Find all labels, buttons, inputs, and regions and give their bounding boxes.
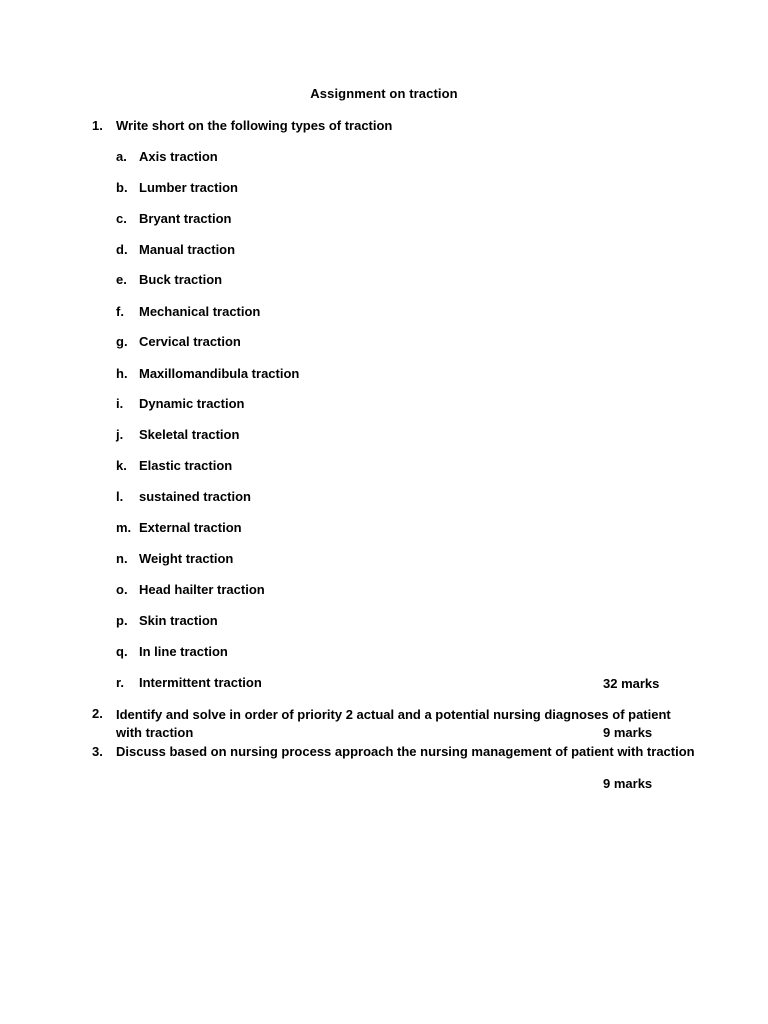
list-item-label: Axis traction bbox=[139, 149, 218, 164]
list-item-letter: q. bbox=[116, 644, 128, 659]
list-item-label: sustained traction bbox=[139, 489, 251, 504]
list-item-letter: l. bbox=[116, 489, 124, 504]
list-item-letter: f. bbox=[116, 304, 124, 319]
question-3-marks: 9 marks bbox=[603, 776, 653, 791]
question-2-number: 2. bbox=[92, 706, 103, 721]
list-item-letter: a. bbox=[116, 149, 127, 164]
list-item-label: Cervical traction bbox=[139, 334, 241, 349]
list-item-letter: j. bbox=[116, 427, 124, 442]
list-item-letter: c. bbox=[116, 211, 127, 226]
list-item-letter: o. bbox=[116, 582, 128, 597]
list-item-letter: g. bbox=[116, 334, 128, 349]
list-item-letter: m. bbox=[116, 520, 132, 535]
list-item-label: Mechanical traction bbox=[139, 304, 261, 319]
question-1-marks: 32 marks bbox=[603, 676, 660, 691]
list-item-label: Manual traction bbox=[139, 242, 236, 257]
list-item-label: Dynamic traction bbox=[139, 396, 245, 411]
list-item-letter: k. bbox=[116, 458, 127, 473]
list-item-letter: r. bbox=[116, 675, 124, 690]
list-item-letter: h. bbox=[116, 366, 128, 381]
question-1-text: Write short on the following types of traction bbox=[116, 118, 393, 133]
question-2-text: Identify and solve in order of priority 2 actual and a potential nursing diagnoses of patient with traction bbox=[116, 707, 671, 740]
list-item-label: External traction bbox=[139, 520, 242, 535]
list-item-letter: n. bbox=[116, 551, 128, 566]
list-item-label: Skin traction bbox=[139, 613, 218, 628]
list-item-label: Bryant traction bbox=[139, 211, 232, 226]
list-item-label: Buck traction bbox=[139, 272, 223, 287]
list-item-letter: p. bbox=[116, 613, 128, 628]
list-item-label: Skeletal traction bbox=[139, 427, 240, 442]
list-item-letter: i. bbox=[116, 396, 124, 411]
document-title: Assignment on traction bbox=[310, 86, 458, 101]
question-3-text: Discuss based on nursing process approach the nursing management of patient with traction bbox=[116, 744, 695, 759]
list-item-letter: b. bbox=[116, 180, 128, 195]
list-item-label: Lumber traction bbox=[139, 180, 238, 195]
list-item-label: Weight traction bbox=[139, 551, 234, 566]
list-item-label: In line traction bbox=[139, 644, 228, 659]
question-2-marks: 9 marks bbox=[603, 725, 653, 740]
list-item-letter: d. bbox=[116, 242, 128, 257]
list-item-label: Intermittent traction bbox=[139, 675, 262, 690]
list-item-label: Elastic traction bbox=[139, 458, 233, 473]
question-3-number: 3. bbox=[92, 744, 103, 759]
list-item-label: Maxillomandibula traction bbox=[139, 366, 300, 381]
list-item-letter: e. bbox=[116, 272, 127, 287]
question-1-number: 1. bbox=[92, 118, 103, 133]
list-item-label: Head hailter traction bbox=[139, 582, 265, 597]
